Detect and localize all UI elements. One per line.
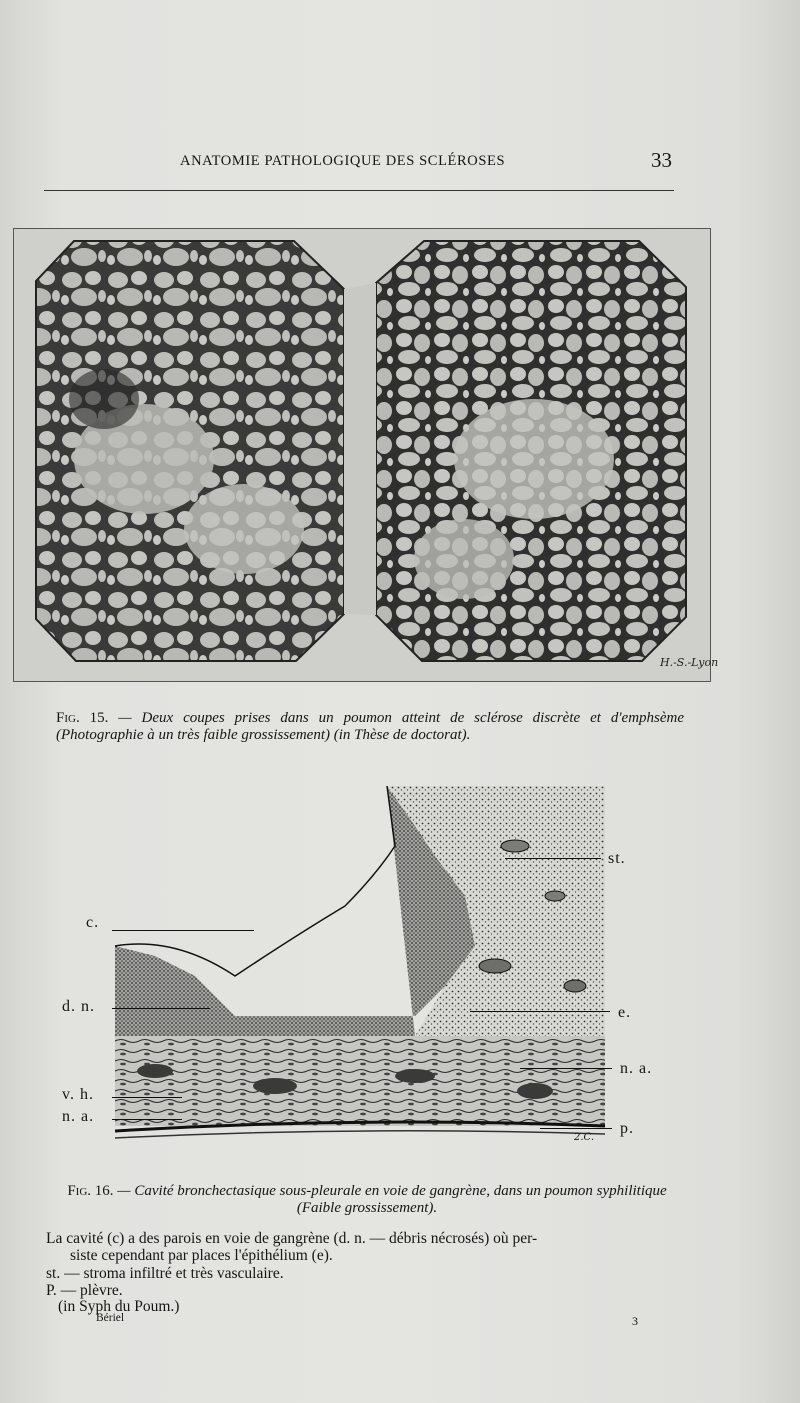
page-number: 33 — [651, 148, 672, 172]
legend-line-2: siste cependant par places l'épithélium (e). — [70, 1247, 333, 1264]
label-na-right: n. a. — [620, 1060, 653, 1077]
figure-15-caption — [56, 710, 684, 744]
label-na-left: n. a. — [62, 1108, 95, 1125]
label-st: st. — [608, 850, 626, 867]
label-vh: v. h. — [62, 1086, 94, 1103]
leader-line-p — [540, 1128, 612, 1129]
figure-15-caption-text: — Deux coupes prises dans un poumon atteint de sclérose discrète et d'emphsème (Photographie à un très faible grossissement) (in Thèse de doctorat). — [56, 710, 685, 743]
artist-mark: 2.C. — [574, 1132, 595, 1143]
leader-line-e — [470, 1011, 610, 1012]
running-title: ANATOMIE PATHOLOGIQUE DES SCLÉROSES — [180, 153, 506, 169]
leader-line-vh — [112, 1097, 182, 1098]
figure-16-label: Fig. 16. — [67, 1183, 114, 1199]
figure-15-photograph — [13, 228, 711, 682]
figure-16-caption-text: — Cavité bronchectasique sous-pleurale en voie de gangrène, dans un poumon syphilitique (Faible grossissement). — [113, 1183, 667, 1216]
header-rule — [44, 190, 674, 191]
leader-line-na-left — [112, 1119, 182, 1120]
leader-line-na-right — [520, 1068, 612, 1069]
leader-line-dn — [112, 1008, 210, 1009]
figure-16-caption — [46, 1183, 688, 1217]
leader-line-st — [505, 858, 601, 859]
legend-line-3: st. — stroma infiltré et très vasculaire. — [46, 1265, 284, 1282]
bronchiectasis-drawing — [115, 786, 605, 1146]
legend-line-1: La cavité (c) a des parois en voie de gangrène (d. n. — débris nécrosés) où per- — [46, 1230, 538, 1247]
legend-line-4: P. — plèvre. — [46, 1282, 123, 1299]
figure-15-label: Fig. 15. — [56, 710, 109, 726]
printer-signature: Bériel — [96, 1312, 125, 1324]
label-p: p. — [620, 1120, 634, 1137]
label-c: c. — [86, 914, 100, 931]
signature-number: 3 — [632, 1314, 638, 1328]
legend-line-5: (in Syph du Poum.) — [58, 1298, 180, 1315]
label-dn: d. n. — [62, 998, 95, 1015]
lung-section-photographs — [14, 229, 710, 681]
engraver-signature: H.-S.-Lyon — [660, 656, 719, 669]
leader-line-c — [112, 930, 254, 931]
label-e: e. — [618, 1004, 632, 1021]
figure-16-drawing — [115, 786, 605, 1146]
